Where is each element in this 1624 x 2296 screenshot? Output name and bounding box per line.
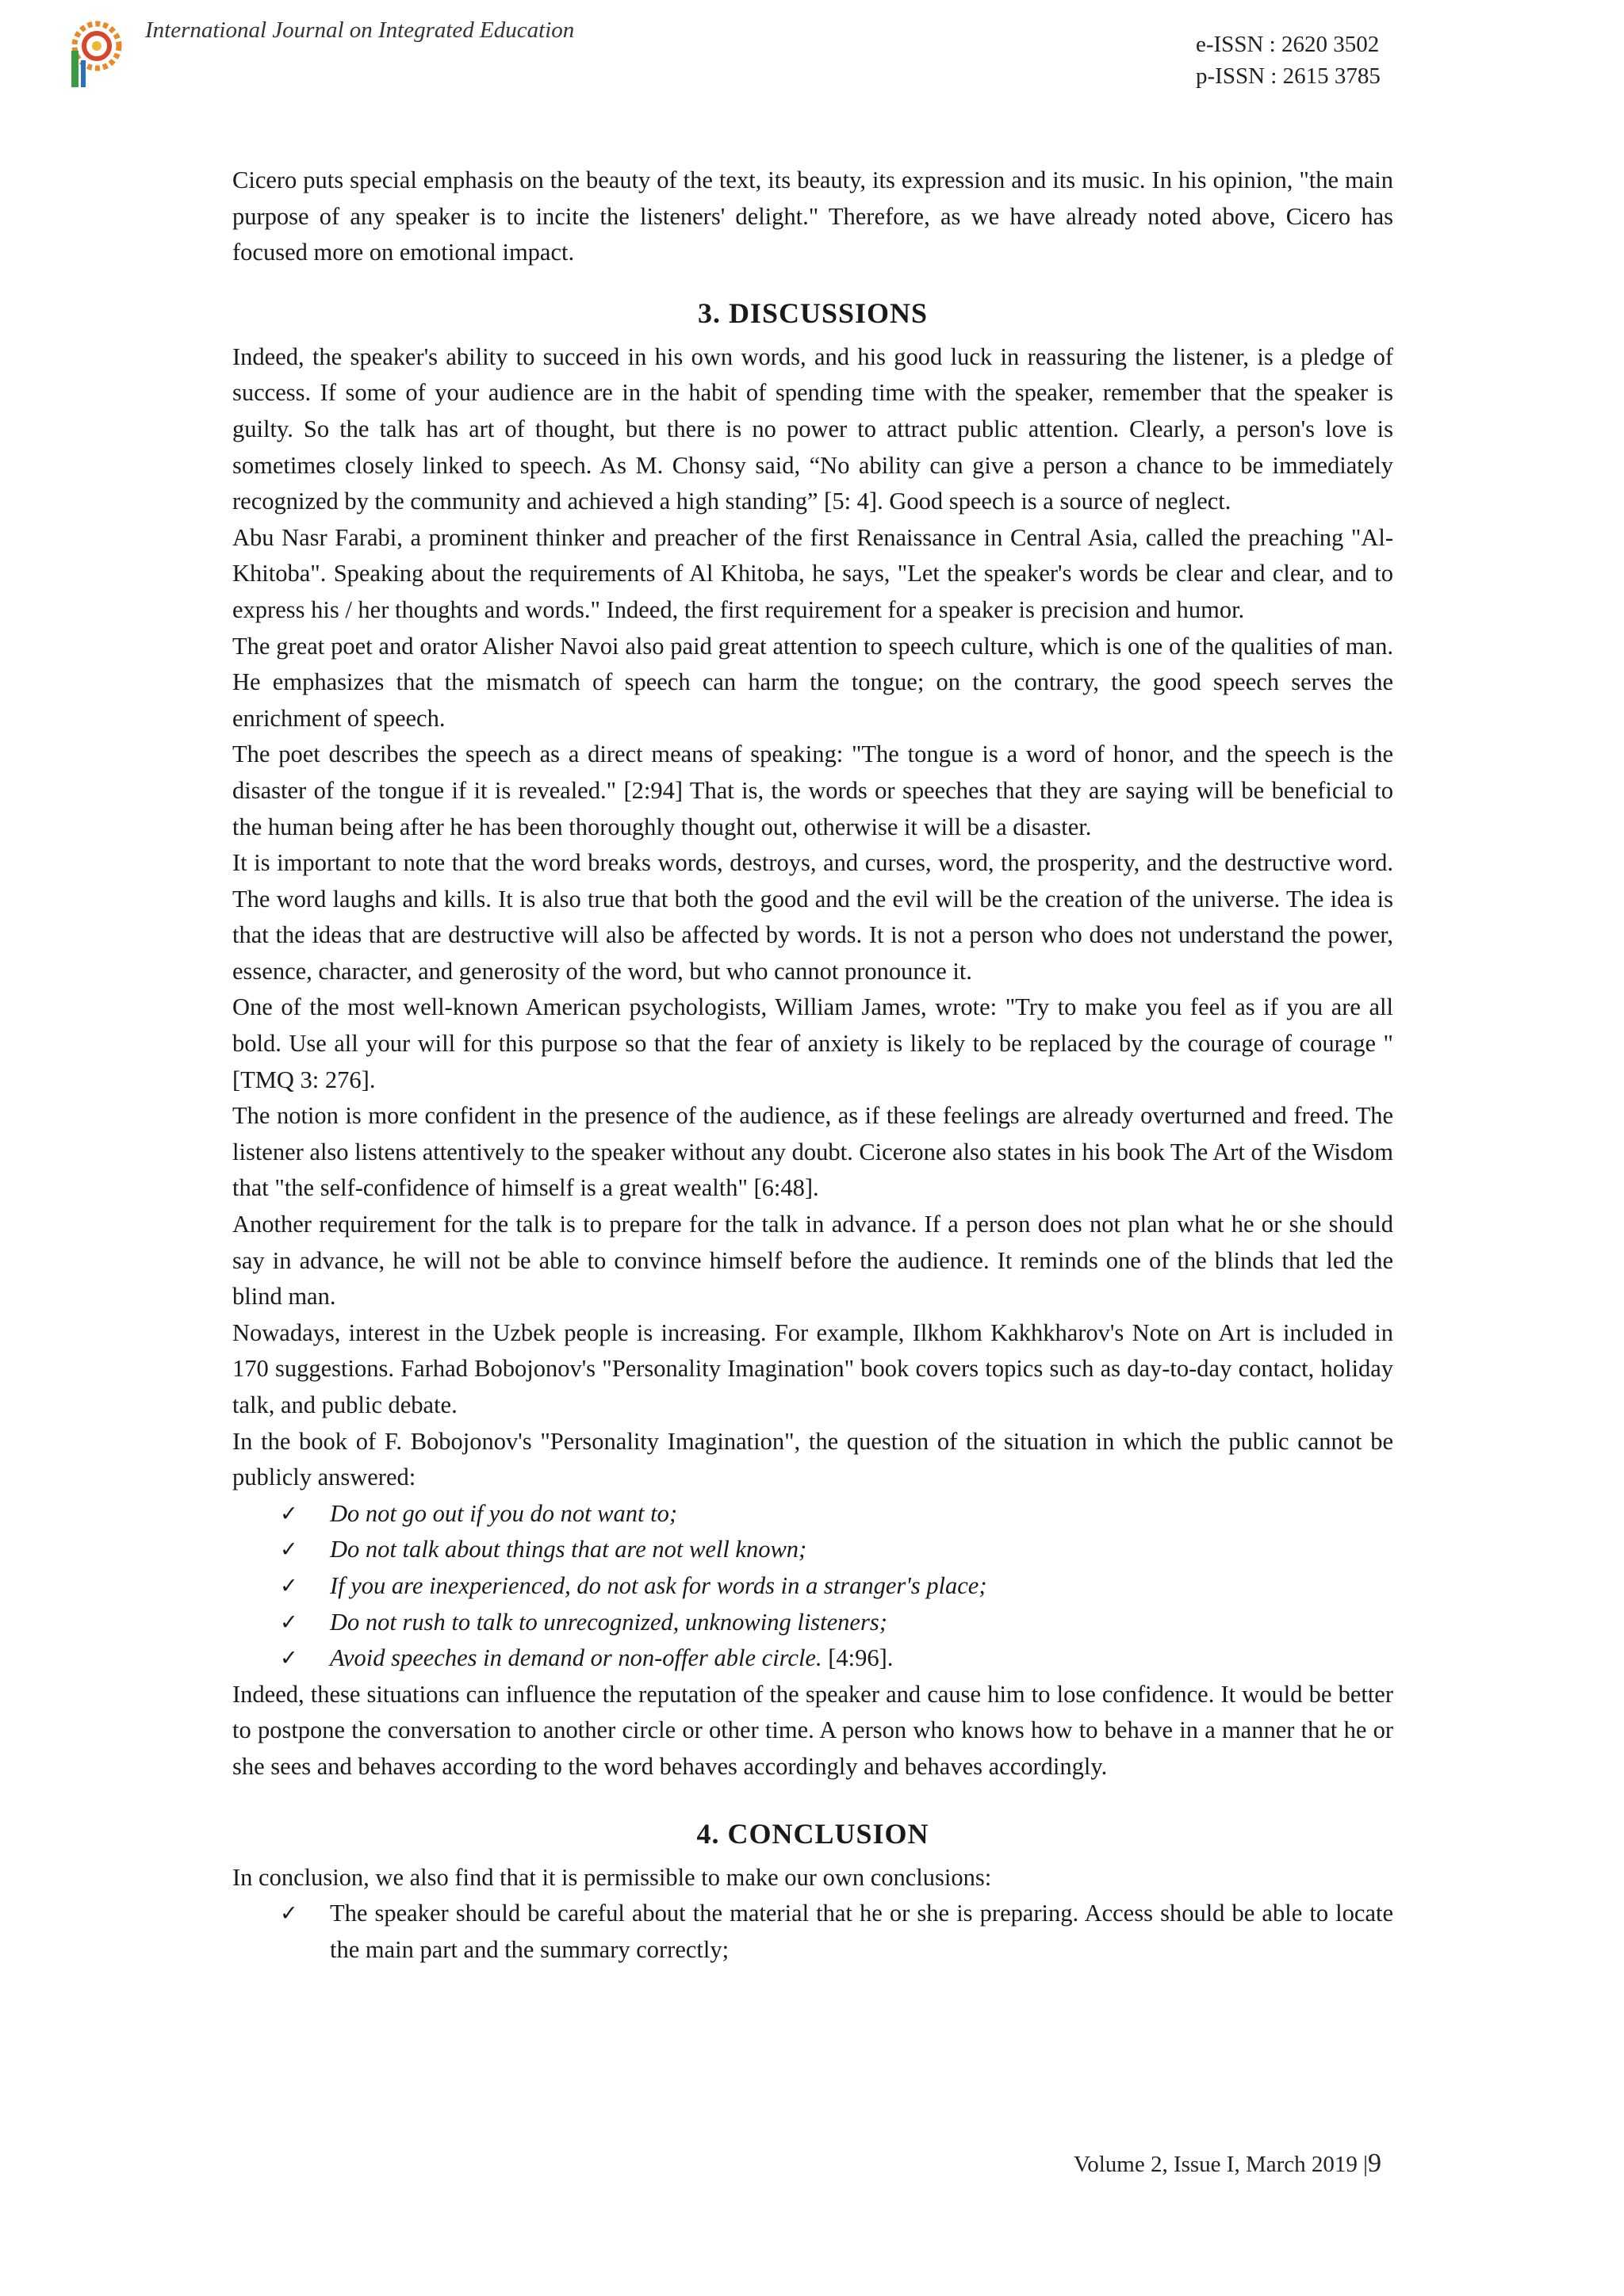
issn-block [1196, 29, 1394, 92]
page-number: 9 [1367, 2149, 1381, 2178]
situation-list [232, 1496, 1393, 1677]
conclusion-intro: In conclusion, we also find that it is permissible to make our own conclusions: [232, 1863, 992, 1891]
list-item: ✓ The speaker should be careful about the material that he or she is preparing. Access should be able to locate the main part and the summary correctly; [232, 1896, 1393, 1968]
volume-info: Volume 2, Issue I, March 2019 | [1074, 2152, 1368, 2177]
closing-paragraph: Indeed, these situations can influence the reputation of the speaker and cause him to lose confidence. It would be better to postpone the conversation to another circle or other time. A person who knows how to behave in a manner that he or she sees and behaves according to the word behaves accordingly and behaves accordingly. [232, 1680, 1393, 1780]
paragraph: One of the most well-known American psychologists, William James, wrote: "Try to make you feel as if you are all bold. Use all your will for this purpose so that the fear of anxiety is likely to be replaced by the courage of courage "[TMQ 3: 276]. [232, 993, 1393, 1093]
pissn: p-ISSN : 2615 3785 [1196, 63, 1381, 89]
paragraph: The notion is more confident in the presence of the audience, as if these feelings are already overturned and freed. The listener also listens attentively to the speaker without any doubt. Cicerone also states in his book The Art of the Wisdom that "the self-confidence of himself is a great wealth" [6:48]. [232, 1102, 1393, 1202]
citation: [4:96]. [822, 1644, 894, 1672]
list-item: ✓ If you are inexperienced, do not ask for words in a stranger's place; [232, 1568, 1393, 1605]
check-icon: ✓ [280, 1609, 298, 1635]
intro-paragraph: Cicero puts special emphasis on the beauty of the text, its beauty, its expression and its music. In his opinion, "the main purpose of any speaker is to incite the listeners' delight." Therefore, as we have already noted above, Cicero has focused more on emotional impact. [232, 166, 1393, 266]
conclusion-list [232, 1896, 1393, 1968]
article-body [232, 163, 1393, 1968]
paragraph: In the book of F. Bobojonov's "Personality Imagination", the question of the situation in which the public cannot be publicly answered: [232, 1427, 1393, 1491]
list-item: ✓ Do not talk about things that are not well known; [232, 1532, 1393, 1568]
check-icon: ✓ [280, 1501, 298, 1526]
page-footer [1074, 2149, 1381, 2179]
paragraph: Another requirement for the talk is to prepare for the talk in advance. If a person does not plan what he or she should say in advance, he will not be able to convince himself before the audience. It reminds one of the blinds that led the blind man. [232, 1211, 1393, 1311]
list-item: ✓ Avoid speeches in demand or non-offer able circle. [4:96]. [232, 1640, 1393, 1677]
paragraph: It is important to note that the word breaks words, destroys, and curses, word, the prosperity, and the destructive word. The word laughs and kills. It is also true that both the good and the evil will be the creation of the universe. The idea is that the ideas that are destructive will also be affected by words. It is not a person who does not understand the power, essence, character, and generosity of the word, but who cannot pronounce it. [232, 849, 1393, 985]
section-heading-conclusion: 4. CONCLUSION [696, 1817, 929, 1850]
journal-name: International Journal on Integrated Education [145, 17, 575, 43]
check-icon: ✓ [280, 1537, 298, 1563]
paragraph: The poet describes the speech as a direct means of speaking: "The tongue is a word of honor, and the speech is the disaster of the tongue if it is revealed." [2:94] That is, the words or speeches that they are saying will be beneficial to the human being after he has been thoroughly thought out, otherwise it will be a disaster. [232, 740, 1393, 840]
eissn: e-ISSN : 2620 3502 [1196, 32, 1380, 57]
journal-logo-icon [65, 19, 127, 90]
paragraph: Nowadays, interest in the Uzbek people is increasing. For example, Ilkhom Kakhkharov's Note on Art is included in 170 suggestions. Farhad Bobojonov's "Personality Imagination" book covers topics such as day-to-day contact, holiday talk, and public debate. [232, 1318, 1393, 1418]
list-item: ✓ Do not go out if you do not want to; [232, 1496, 1393, 1533]
section-heading-discussions: 3. DISCUSSIONS [697, 297, 929, 329]
list-item: ✓ Do not rush to talk to unrecognized, unknowing listeners; [232, 1605, 1393, 1641]
check-icon: ✓ [280, 1646, 298, 1671]
check-icon: ✓ [280, 1573, 298, 1598]
paragraph: Abu Nasr Farabi, a prominent thinker and preacher of the first Renaissance in Central Asia, called the preaching "Al-Khitoba". Speaking about the requirements of Al Khitoba, he says, "Let the speaker's words be clear and clear, and to express his / her thoughts and words." Indeed, the first requirement for a speaker is precision and humor. [232, 523, 1393, 623]
check-icon: ✓ [280, 1901, 298, 1927]
paragraph: The great poet and orator Alisher Navoi also paid great attention to speech culture, which is one of the qualities of man. He emphasizes that the mismatch of speech can harm the tongue; on the contrary, the good speech serves the enrichment of speech. [232, 632, 1393, 732]
paragraph: Indeed, the speaker's ability to succeed in his own words, and his good luck in reassuring the listener, is a pledge of success. If some of your audience are in the habit of spending time with the speaker, remember that the speaker is guilty. So the talk has art of thought, but there is no power to attract public attention. Clearly, a person's love is sometimes closely linked to speech. As M. Chonsy said, “No ability can give a person a chance to be immediately recognized by the community and achieved a high standing” [5: 4]. Good speech is a source of neglect. [232, 342, 1393, 515]
